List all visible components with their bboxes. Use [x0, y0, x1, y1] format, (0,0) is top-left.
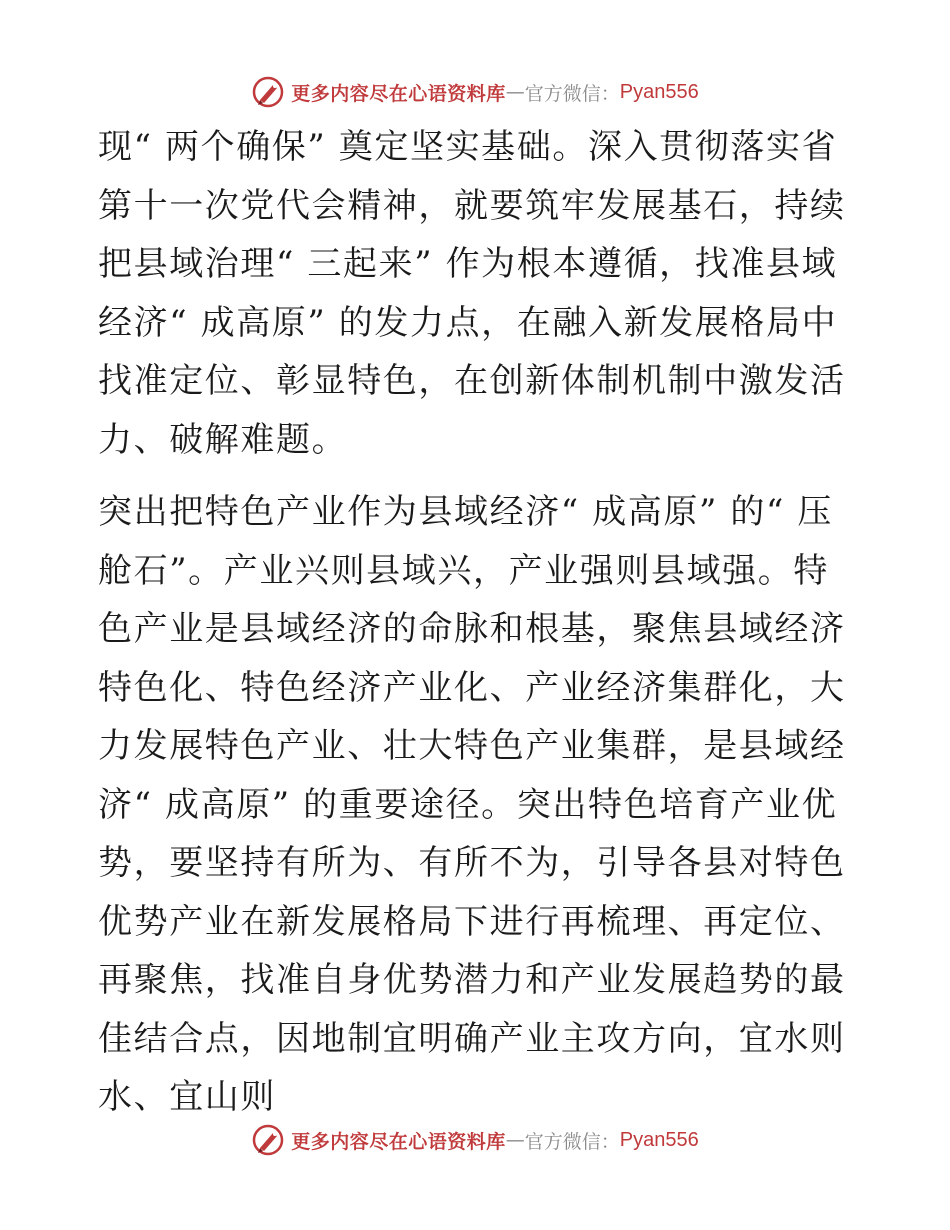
watermark-label: 官方微信：	[524, 1130, 620, 1153]
watermark-text: 更多内容尽在心语资料库	[291, 82, 506, 105]
watermark-dash: —	[505, 1129, 525, 1151]
watermark-wechat-id: Pyan556	[619, 1128, 699, 1151]
paragraph-1: 现“ 两个确保” 奠定坚实基础。深入贯彻落实省第十一次党代会精神，就要筑牢发展基石，持续把县域治理“ 三起来” 作为根本遵循，找准县域经济“ 成高原” 的发力点，在融入新发展格局中找准定位、彰显特色，在创新体制机制中激发活力、破解难题。	[98, 127, 846, 460]
document-body	[98, 118, 858, 1127]
header-watermark	[0, 72, 950, 112]
watermark-dash: —	[505, 81, 525, 103]
footer-watermark	[0, 1120, 950, 1160]
pen-logo-icon	[251, 1123, 285, 1157]
paragraph-2: 突出把特色产业作为县域经济“ 成高原” 的“ 压舱石”。产业兴则县域兴，产业强则县域强。特色产业是县域经济的命脉和根基，聚焦县域经济特色化、特色经济产业化、产业经济集群化，大力发展特色产业、壮大特色产业集群，是县域经济“ 成高原” 的重要途径。突出特色培育产业优势，要坚持有所为、有所不为，引导各县对特色优势产业在新发展格局下进行再梳理、再定位、再聚焦，找准自身优势潜力和产业发展趋势的最佳结合点，因地制宜明确产业主攻方向，宜水则水、宜山则	[98, 492, 846, 1117]
watermark-wechat-id: Pyan556	[619, 80, 699, 103]
pen-logo-icon	[251, 75, 285, 109]
watermark-label: 官方微信：	[524, 82, 620, 105]
watermark-text: 更多内容尽在心语资料库	[291, 1130, 506, 1153]
